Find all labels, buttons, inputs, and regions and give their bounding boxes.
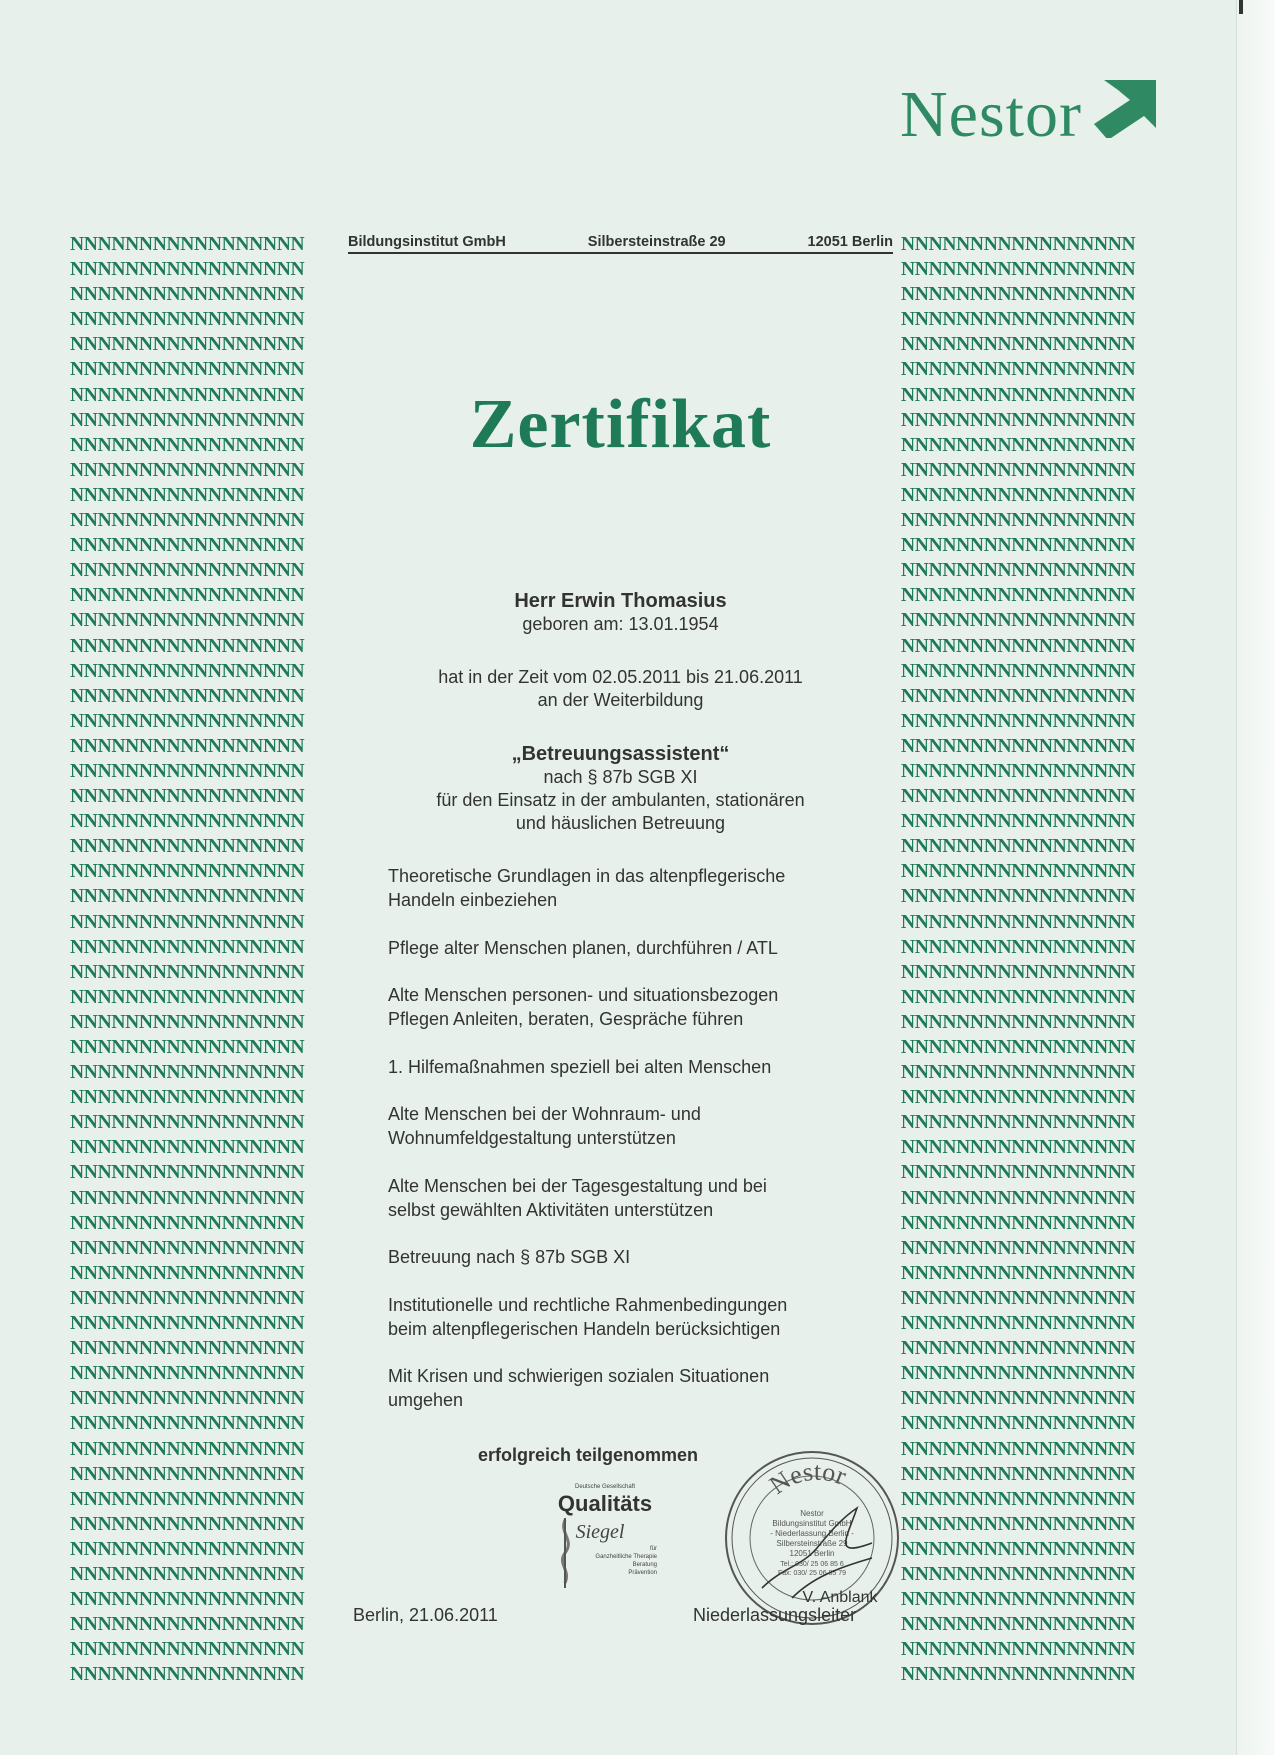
n-pattern-row: NNNNNNNNNNNNNNNNN [70, 861, 305, 883]
n-pattern-row: NNNNNNNNNNNNNNNNN [70, 1237, 305, 1259]
n-pattern-row: NNNNNNNNNNNNNNNNN [70, 1062, 305, 1084]
module-line: Alte Menschen bei der Tagesgestaltung und bei [388, 1175, 767, 1196]
n-pattern-row: NNNNNNNNNNNNNNNNN [901, 259, 1136, 281]
seal-script: Siegel [575, 1521, 625, 1543]
n-pattern-row: NNNNNNNNNNNNNNNNN [70, 1639, 305, 1661]
module-line: Handeln einbeziehen [388, 890, 558, 910]
n-pattern-row: NNNNNNNNNNNNNNNNN [70, 1614, 305, 1636]
header-city: 12051 Berlin [807, 234, 893, 250]
n-pattern-row: NNNNNNNNNNNNNNNNN [70, 886, 305, 908]
n-pattern-row: NNNNNNNNNNNNNNNNN [70, 1011, 305, 1033]
module-line: Pflege alter Menschen planen, durchführen / ATL [388, 937, 778, 958]
decorative-n-column-right [901, 232, 1161, 1687]
n-pattern-row: NNNNNNNNNNNNNNNNN [70, 1438, 305, 1460]
edge-mark [1239, 0, 1243, 14]
n-pattern-row: NNNNNNNNNNNNNNNNN [901, 1062, 1136, 1084]
logo-text: Nestor [900, 78, 1082, 151]
n-pattern-row: NNNNNNNNNNNNNNNNN [70, 1363, 305, 1385]
n-pattern-row: NNNNNNNNNNNNNNNNN [901, 459, 1136, 481]
n-pattern-row: NNNNNNNNNNNNNNNNN [901, 685, 1136, 707]
stamp-l7: Fax: 030/ 25 06 85 79 [777, 1570, 847, 1577]
n-pattern-row: NNNNNNNNNNNNNNNNN [70, 560, 305, 582]
n-pattern-row: NNNNNNNNNNNNNNNNN [901, 1639, 1136, 1661]
n-pattern-row: NNNNNNNNNNNNNNNNN [901, 1513, 1136, 1535]
n-pattern-row: NNNNNNNNNNNNNNNNN [901, 635, 1136, 657]
n-pattern-row: NNNNNNNNNNNNNNNNN [901, 1463, 1136, 1485]
n-pattern-row: NNNNNNNNNNNNNNNNN [70, 1087, 305, 1109]
n-pattern-row: NNNNNNNNNNNNNNNNN [70, 735, 305, 757]
n-pattern-row: NNNNNNNNNNNNNNNNN [70, 1162, 305, 1184]
recipient-block [348, 590, 893, 636]
stamp-l6: Tel.: 030/ 25 06 85 6 [780, 1561, 844, 1568]
n-pattern-row: NNNNNNNNNNNNNNNNN [901, 936, 1136, 958]
n-pattern-row: NNNNNNNNNNNNNNNNN [70, 384, 305, 406]
module-line: Alte Menschen personen- und situationsbezogen [388, 985, 779, 1005]
course-name: „Betreuungsassistent“ [511, 743, 730, 765]
n-pattern-row: NNNNNNNNNNNNNNNNN [70, 535, 305, 557]
n-pattern-row: NNNNNNNNNNNNNNNNN [70, 1313, 305, 1335]
n-pattern-row: NNNNNNNNNNNNNNNNN [70, 836, 305, 858]
header-company: Bildungsinstitut GmbH [348, 234, 506, 250]
n-pattern-row: NNNNNNNNNNNNNNNNN [901, 585, 1136, 607]
module-item [388, 1364, 868, 1412]
period-line2: an der Weiterbildung [537, 690, 704, 710]
n-pattern-row: NNNNNNNNNNNNNNNNN [901, 1137, 1136, 1159]
module-item [388, 936, 868, 960]
n-pattern-row: NNNNNNNNNNNNNNNNN [70, 1388, 305, 1410]
n-pattern-row: NNNNNNNNNNNNNNNNN [70, 1262, 305, 1284]
n-pattern-row: NNNNNNNNNNNNNNNNN [901, 1237, 1136, 1259]
decorative-n-column-left [70, 232, 330, 1687]
course-block [348, 743, 893, 835]
n-pattern-row: NNNNNNNNNNNNNNNNN [70, 1413, 305, 1435]
recipient-birth: geboren am: 13.01.1954 [522, 614, 719, 634]
stamp-l5: 12051 Berlin [789, 1549, 835, 1558]
n-pattern-row: NNNNNNNNNNNNNNNNN [901, 760, 1136, 782]
period-line1: hat in der Zeit vom 02.05.2011 bis 21.06.2011 [438, 667, 803, 687]
n-pattern-row: NNNNNNNNNNNNNNNNN [901, 1388, 1136, 1410]
n-pattern-row: NNNNNNNNNNNNNNNNN [901, 610, 1136, 632]
n-pattern-row: NNNNNNNNNNNNNNNNN [901, 309, 1136, 331]
n-pattern-row: NNNNNNNNNNNNNNNNN [70, 510, 305, 532]
module-line: Alte Menschen bei der Wohnraum- und [388, 1104, 701, 1124]
n-pattern-row: NNNNNNNNNNNNNNNNN [901, 1262, 1136, 1284]
n-pattern-row: NNNNNNNNNNNNNNNNN [70, 1287, 305, 1309]
module-line: selbst gewählten Aktivitäten unterstützen [388, 1199, 714, 1220]
n-pattern-row: NNNNNNNNNNNNNNNNN [901, 961, 1136, 983]
n-pattern-row: NNNNNNNNNNNNNNNNN [901, 234, 1136, 255]
n-pattern-row: NNNNNNNNNNNNNNNNN [901, 334, 1136, 356]
module-item [388, 1055, 868, 1079]
logo-arrow-icon [1090, 78, 1160, 138]
course-scope1: für den Einsatz in der ambulanten, stationären [436, 790, 805, 810]
n-pattern-row: NNNNNNNNNNNNNNNNN [70, 911, 305, 933]
stamp-l1: Nestor [800, 1509, 824, 1518]
n-pattern-row: NNNNNNNNNNNNNNNNN [70, 1513, 305, 1535]
n-pattern-row: NNNNNNNNNNNNNNNNN [901, 1287, 1136, 1309]
n-pattern-row: NNNNNNNNNNNNNNNNN [70, 961, 305, 983]
n-pattern-row: NNNNNNNNNNNNNNNNN [901, 1438, 1136, 1460]
result-text: erfolgreich teilgenommen [477, 1445, 699, 1465]
n-pattern-row: NNNNNNNNNNNNNNNNN [70, 334, 305, 356]
module-line: Theoretische Grundlagen in das altenpflegerische [388, 866, 786, 886]
n-pattern-row: NNNNNNNNNNNNNNNNN [901, 1212, 1136, 1234]
n-pattern-row: NNNNNNNNNNNNNNNNN [70, 1538, 305, 1560]
stamp-signer-name: V. Anblank [802, 1589, 878, 1606]
module-line: Mit Krisen und schwierigen sozialen Situationen [388, 1366, 770, 1386]
n-pattern-row: NNNNNNNNNNNNNNNNN [70, 1112, 305, 1134]
header-street: Silbersteinstraße 29 [587, 234, 726, 250]
n-pattern-row: NNNNNNNNNNNNNNNNN [70, 786, 305, 808]
n-pattern-row: NNNNNNNNNNNNNNNNN [901, 409, 1136, 431]
module-line: umgehen [388, 1390, 464, 1410]
module-item [388, 864, 868, 912]
module-line: beim altenpflegerischen Handeln berücksichtigen [388, 1318, 781, 1339]
seal-sub3: Beratung [632, 1562, 657, 1568]
quality-seal [545, 1478, 695, 1598]
module-item [388, 983, 868, 1031]
n-pattern-row: NNNNNNNNNNNNNNNNN [70, 710, 305, 732]
n-pattern-row: NNNNNNNNNNNNNNNNN [901, 434, 1136, 456]
n-pattern-row: NNNNNNNNNNNNNNNNN [70, 434, 305, 456]
n-pattern-row: NNNNNNNNNNNNNNNNN [70, 1137, 305, 1159]
n-pattern-row: NNNNNNNNNNNNNNNNN [70, 1563, 305, 1585]
n-pattern-row: NNNNNNNNNNNNNNNNN [70, 760, 305, 782]
stamp-l2: Bildungsinstitut GmbH [772, 1519, 852, 1528]
n-pattern-row: NNNNNNNNNNNNNNNNN [70, 635, 305, 657]
seal-sub2: Ganzheitliche Therapie [595, 1554, 657, 1560]
n-pattern-row: NNNNNNNNNNNNNNNNN [901, 484, 1136, 506]
n-pattern-row: NNNNNNNNNNNNNNNNN [901, 1664, 1136, 1686]
n-pattern-row: NNNNNNNNNNNNNNNNN [901, 1112, 1136, 1134]
module-line: Wohnumfeldgestaltung unterstützen [388, 1128, 676, 1148]
n-pattern-row: NNNNNNNNNNNNNNNNN [901, 861, 1136, 883]
n-pattern-row: NNNNNNNNNNNNNNNNN [901, 660, 1136, 682]
stamp-l3: - Niederlassung Berlin - [770, 1529, 854, 1538]
stamp-l4: Silbersteinstraße 29 [776, 1539, 848, 1548]
n-pattern-row: NNNNNNNNNNNNNNNNN [901, 836, 1136, 858]
n-pattern-row: NNNNNNNNNNNNNNNNN [901, 1338, 1136, 1360]
module-line: Betreuung nach § 87b SGB XI [388, 1247, 631, 1267]
n-pattern-row: NNNNNNNNNNNNNNNNN [70, 610, 305, 632]
n-pattern-row: NNNNNNNNNNNNNNNNN [70, 1187, 305, 1209]
module-line: Institutionelle und rechtliche Rahmenbedingungen [388, 1294, 788, 1315]
seal-sub4: Prävention [628, 1570, 657, 1576]
n-pattern-row: NNNNNNNNNNNNNNNNN [70, 484, 305, 506]
institute-header [348, 234, 893, 254]
n-pattern-row: NNNNNNNNNNNNNNNNN [901, 1011, 1136, 1033]
n-pattern-row: NNNNNNNNNNNNNNNNN [901, 710, 1136, 732]
n-pattern-row: NNNNNNNNNNNNNNNNN [70, 1664, 305, 1686]
n-pattern-row: NNNNNNNNNNNNNNNNN [901, 284, 1136, 306]
n-pattern-row: NNNNNNNNNNNNNNNNN [70, 1488, 305, 1510]
module-item [388, 1245, 868, 1269]
n-pattern-row: NNNNNNNNNNNNNNNNN [901, 1413, 1136, 1435]
n-pattern-row: NNNNNNNNNNNNNNNNN [70, 309, 305, 331]
n-pattern-row: NNNNNNNNNNNNNNNNN [901, 1538, 1136, 1560]
seal-name: Qualitäts [557, 1491, 653, 1516]
module-list [388, 864, 868, 1436]
n-pattern-row: NNNNNNNNNNNNNNNNN [901, 560, 1136, 582]
n-pattern-row: NNNNNNNNNNNNNNNNN [901, 1187, 1136, 1209]
n-pattern-row: NNNNNNNNNNNNNNNNN [70, 284, 305, 306]
n-pattern-row: NNNNNNNNNNNNNNNNN [901, 1363, 1136, 1385]
n-pattern-row: NNNNNNNNNNNNNNNNN [70, 685, 305, 707]
n-pattern-row: NNNNNNNNNNNNNNNNN [901, 1162, 1136, 1184]
n-pattern-row: NNNNNNNNNNNNNNNNN [901, 811, 1136, 833]
n-pattern-row: NNNNNNNNNNNNNNNNN [70, 359, 305, 381]
n-pattern-row: NNNNNNNNNNNNNNNNN [70, 459, 305, 481]
n-pattern-row: NNNNNNNNNNNNNNNNN [70, 585, 305, 607]
module-line: Pflegen Anleiten, beraten, Gespräche führen [388, 1009, 744, 1029]
nestor-logo [900, 78, 1160, 158]
n-pattern-row: NNNNNNNNNNNNNNNNN [70, 936, 305, 958]
n-pattern-row: NNNNNNNNNNNNNNNNN [901, 1037, 1136, 1058]
n-pattern-row: NNNNNNNNNNNNNNNNN [70, 409, 305, 431]
certificate-title: Zertifikat [469, 386, 772, 463]
n-pattern-row: NNNNNNNNNNNNNNNNN [70, 234, 305, 255]
n-pattern-row: NNNNNNNNNNNNNNNNN [901, 1563, 1136, 1585]
n-pattern-row: NNNNNNNNNNNNNNNNN [901, 384, 1136, 406]
institute-stamp [722, 1448, 902, 1628]
place-date: Berlin, 21.06.2011 [353, 1605, 498, 1625]
n-pattern-row: NNNNNNNNNNNNNNNNN [901, 510, 1136, 532]
n-pattern-row: NNNNNNNNNNNNNNNNN [901, 1313, 1136, 1335]
n-pattern-row: NNNNNNNNNNNNNNNNN [901, 735, 1136, 757]
n-pattern-row: NNNNNNNNNNNNNNNNN [70, 986, 305, 1008]
module-item [388, 1293, 868, 1341]
module-item [388, 1174, 868, 1222]
course-scope2: und häuslichen Betreuung [515, 813, 726, 833]
n-pattern-row: NNNNNNNNNNNNNNNNN [70, 1463, 305, 1485]
n-pattern-row: NNNNNNNNNNNNNNNNN [70, 259, 305, 281]
n-pattern-row: NNNNNNNNNNNNNNNNN [901, 359, 1136, 381]
n-pattern-row: NNNNNNNNNNNNNNNNN [70, 1212, 305, 1234]
recipient-name: Herr Erwin Thomasius [514, 590, 727, 612]
n-pattern-row: NNNNNNNNNNNNNNNNN [901, 986, 1136, 1008]
n-pattern-row: NNNNNNNNNNNNNNNNN [901, 786, 1136, 808]
stamp-arc: Nestor [764, 1456, 851, 1500]
module-line: 1. Hilfemaßnahmen speziell bei alten Menschen [388, 1056, 772, 1077]
n-pattern-row: NNNNNNNNNNNNNNNNN [70, 811, 305, 833]
page-edge [1236, 0, 1275, 1755]
n-pattern-row: NNNNNNNNNNNNNNNNN [901, 1614, 1136, 1636]
n-pattern-row: NNNNNNNNNNNNNNNNN [901, 1488, 1136, 1510]
n-pattern-row: NNNNNNNNNNNNNNNNN [901, 1589, 1136, 1611]
seal-top: Deutsche Gesellschaft [574, 1484, 636, 1490]
module-item [388, 1102, 868, 1150]
n-pattern-row: NNNNNNNNNNNNNNNNN [70, 660, 305, 682]
n-pattern-row: NNNNNNNNNNNNNNNNN [70, 1338, 305, 1360]
signer-title: Niederlassungsleiter [693, 1605, 857, 1625]
n-pattern-row: NNNNNNNNNNNNNNNNN [901, 1087, 1136, 1109]
n-pattern-row: NNNNNNNNNNNNNNNNN [901, 911, 1136, 933]
n-pattern-row: NNNNNNNNNNNNNNNNN [70, 1037, 305, 1058]
seal-sub1: für [649, 1546, 657, 1552]
n-pattern-row: NNNNNNNNNNNNNNNNN [901, 886, 1136, 908]
course-law: nach § 87b SGB XI [543, 767, 698, 787]
n-pattern-row: NNNNNNNNNNNNNNNNN [70, 1589, 305, 1611]
period-block [348, 666, 893, 712]
n-pattern-row: NNNNNNNNNNNNNNNNN [901, 535, 1136, 557]
